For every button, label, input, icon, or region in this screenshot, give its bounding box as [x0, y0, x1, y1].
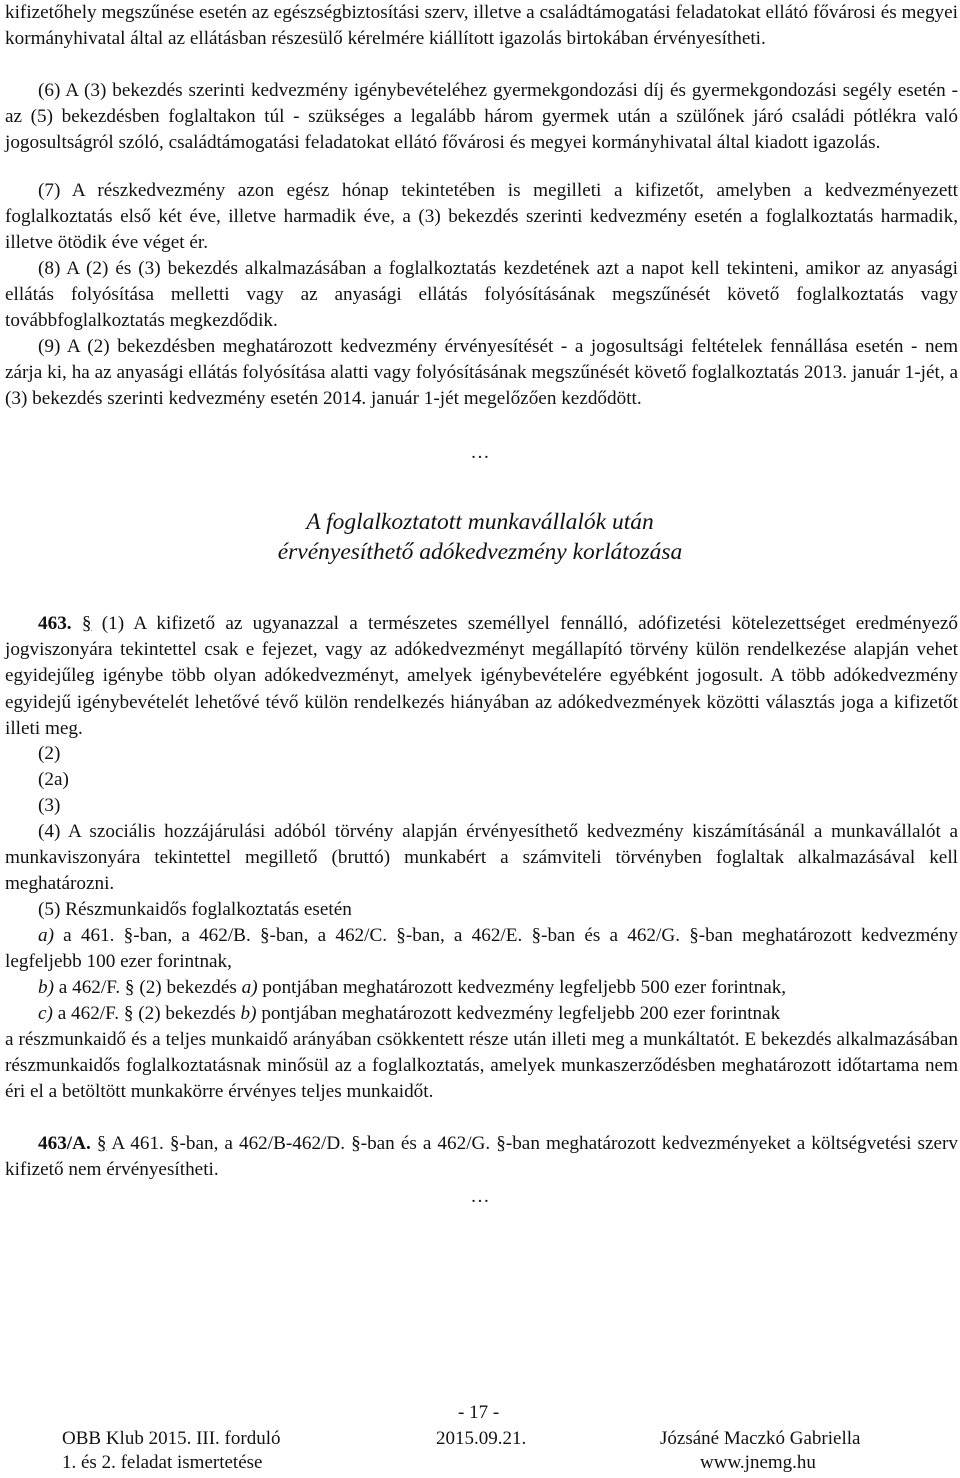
- section-heading-line-1: A foglalkoztatott munkavállalók után: [306, 509, 654, 535]
- point-b-text-1: a 462/F. § (2) bekezdés: [53, 977, 242, 998]
- section-463-paragraph-2: (2): [38, 743, 61, 764]
- section-463-paragraph-4: (4) A szociális hozzájárulási adóból törvény alapján érvényesíthető kedvezmény kiszámításánál a munkavállalót a munkaviszonyára tekintettel megillető (bruttó) munkabért a számviteli törvényben foglaltak alkalmazásával kell meghatározni.: [5, 821, 958, 895]
- section-463-paragraph-1: [5, 611, 958, 742]
- point-c-label: c): [38, 1003, 53, 1024]
- point-b-text-2: pontjában meghatározott kedvezmény legfeljebb 500 ezer forintnak,: [257, 977, 787, 998]
- footer-left-line-2: 1. és 2. feladat ismertetése: [62, 1452, 263, 1473]
- footer-right-line-2: www.jnemg.hu: [700, 1452, 816, 1473]
- section-463-number: 463.: [38, 613, 72, 634]
- point-c-text-2: pontjában meghatározott kedvezmény legfeljebb 200 ezer forintnak: [256, 1003, 781, 1024]
- point-c-text-1: a 462/F. § (2) bekezdés: [52, 1003, 241, 1024]
- section-463-paragraph-5-tail: a részmunkaidő és a teljes munkaidő arányában csökkentett része után illeti meg a munkáltatót. E bekezdés alkalmazásában részmunkaidős foglalkoztatásnak minősül az a foglalkoztatás, amelyek munkaszerződésben meghatározott időtartama nem éri el a betöltött munkakörre érvényes teljes munkaidőt.: [5, 1029, 958, 1103]
- point-a-text: a 461. §-ban, a 462/B. §-ban, a 462/C. §-ban, a 462/E. §-ban és a 462/G. §-ban meghatározott kedvezmény legfeljebb 100 ezer forintnak,: [5, 925, 958, 973]
- section-sign-463a: §: [96, 1133, 107, 1154]
- ellipsis-1: …: [470, 442, 490, 463]
- paragraph-9: (9) A (2) bekezdésben meghatározott kedvezmény érvényesítését - a jogosultsági feltételek fennállása esetén - nem zárja ki, ha az anyasági ellátás folyósítása alatti vagy folyósításának megszűnését követő foglalkoztatás 2013. január 1-jét, a (3) bekezdés szerinti kedvezmény esetén 2014. január 1-jét megelőzően kezdődött.: [5, 336, 958, 410]
- section-463-point-b: [38, 975, 786, 1001]
- point-b-italic: a): [241, 977, 258, 998]
- footer-date: 2015.09.21.: [436, 1428, 527, 1449]
- section-sign: §: [81, 613, 92, 634]
- section-463a-number: 463/A.: [38, 1133, 91, 1154]
- point-b-label: b): [38, 977, 54, 998]
- point-a-label: a): [38, 925, 54, 946]
- ellipsis-2: …: [470, 1186, 490, 1207]
- paragraph-7: (7) A részkedvezmény azon egész hónap tekintetében is megilleti a kifizetőt, amelyben a kedvezményezett foglalkoztatás első két éve, illetve harmadik éve, a (3) bekezdés szerinti kedvezmény esetén a foglalkoztatás harmadik, illetve ötödik éve véget ér.: [5, 180, 958, 254]
- footer-right-line-1: Józsáné Maczkó Gabriella: [660, 1428, 861, 1449]
- section-heading-line-2: érvényesíthető adókedvezmény korlátozása: [277, 539, 683, 565]
- section-463-paragraph-3: (3): [38, 795, 61, 816]
- paragraph-6: (6) A (3) bekezdés szerinti kedvezmény igénybevételéhez gyermekgondozási díj és gyermekgondozási segély esetén - az (5) bekezdésben foglaltakon túl - szükséges a legalább három gyermek után a szülőnek járó családi pótlékra való jogosultságról szóló, családtámogatási feladatokat ellátó fővárosi és megyei kormányhivatal által kiadott igazolás.: [5, 80, 958, 154]
- section-463-paragraph-1-text: (1) A kifizető az ugyanazzal a természetes személlyel fennálló, adófizetési kötelezettséget eredményező jogviszonyára tekintettel csak e fejezet, vagy az adókedvezményt megállapító törvény külön rendelkezése alapján vehet egyidejűleg igénybe több olyan adókedvezményt, amelyek igénybevételére egyébként jogosult. A több adókedvezmény egyidejű igénybevételét lehetővé tévő külön rendelkezés hiányában az adókedvezmények közötti választás joga a kifizetőt illeti meg.: [5, 613, 959, 739]
- page-number: - 17 -: [458, 1402, 500, 1423]
- point-c-italic: b): [240, 1003, 257, 1024]
- section-463a-text: A 461. §-ban, a 462/B-462/D. §-ban és a 462/G. §-ban meghatározott kedvezményeket a költségvetési szerv kifizető nem érvényesítheti.: [5, 1133, 959, 1181]
- paragraph-8: (8) A (2) és (3) bekezdés alkalmazásában a foglalkoztatás kezdetének azt a napot kell tekinteni, amikor az anyasági ellátás folyósítása melletti vagy az anyasági ellátás folyósításának megszűnését követő foglalkoztatás vagy továbbfoglalkoztatás megkezdődik.: [5, 258, 958, 332]
- section-463-point-c: [38, 1001, 780, 1027]
- section-463-paragraph-2a: (2a): [38, 769, 69, 790]
- paragraph-continuation: kifizetőhely megszűnése esetén az egészségbiztosítási szerv, illetve a családtámogatási feladatokat ellátó fővárosi és megyei kormányhivatal által az ellátásban részesülő kérelmére kiállított igazolás birtokában érvényesítheti.: [5, 2, 958, 50]
- section-463-point-a: [5, 923, 958, 975]
- section-463-paragraph-5: (5) Részmunkaidős foglalkoztatás esetén: [38, 899, 352, 920]
- footer-left-line-1: OBB Klub 2015. III. forduló: [62, 1428, 281, 1449]
- section-463a: [5, 1131, 958, 1183]
